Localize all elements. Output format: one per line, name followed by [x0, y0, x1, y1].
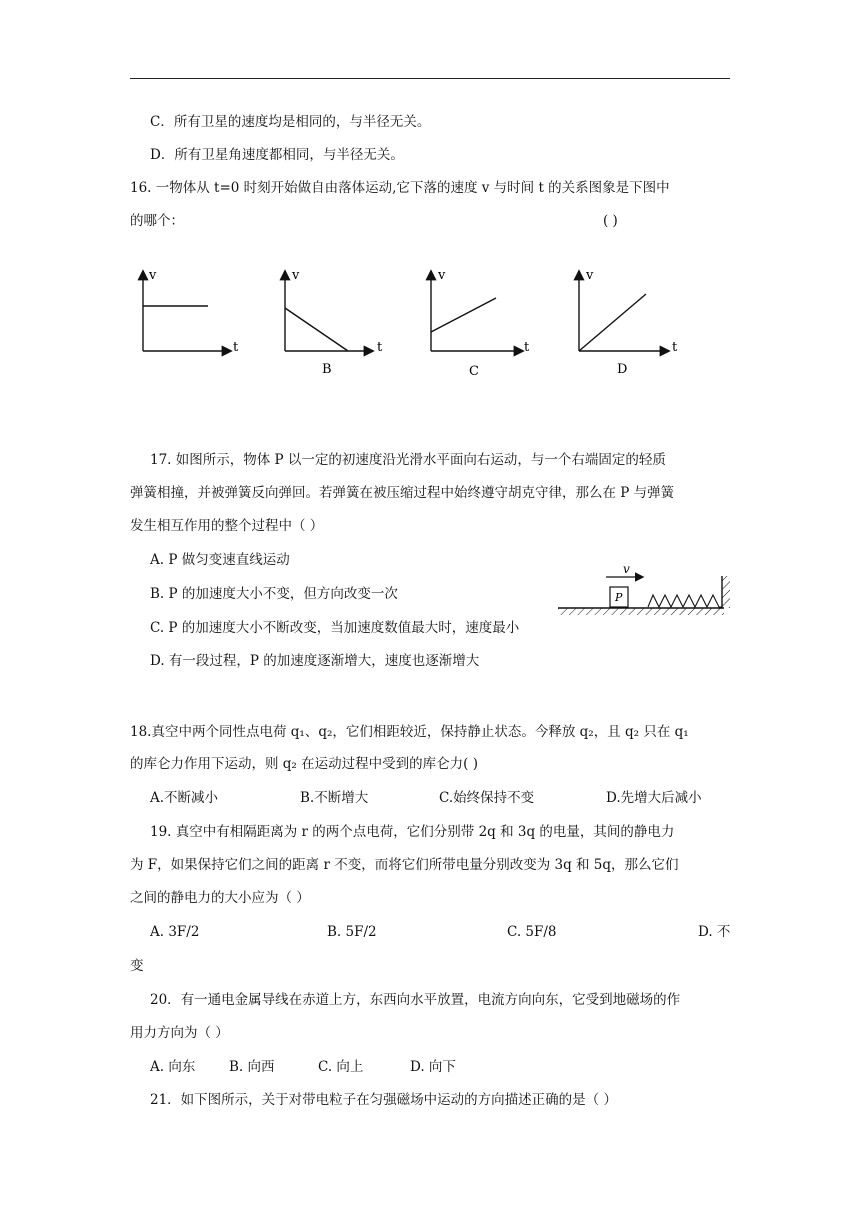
- q17-stem-line2: 弹簧相撞，并被弹簧反向弹回。若弹簧在被压缩过程中始终遵守胡克守律，那么在 P 与弹簧: [130, 485, 675, 501]
- q19-stem-line3: 之间的静电力的大小应为（ ）: [130, 890, 310, 906]
- q16-answer-paren: ( ): [603, 213, 618, 229]
- q17-spring-figure: [556, 560, 742, 626]
- q18-stem-line2: 的库仑力作用下运动，则 q₂ 在运动过程中受到的库仑力( ): [130, 756, 478, 772]
- q16-stem-line1: 16. 一物体从 t=0 时刻开始做自由落体运动,它下落的速度 v 与时间 t 的关系图象是下图中: [130, 180, 670, 196]
- graph-d-t-label: t: [672, 340, 678, 355]
- q19-option-b: B. 5F/2: [327, 924, 377, 940]
- graph-c-v-label: v: [438, 268, 446, 283]
- q16-graph-a: [143, 268, 239, 355]
- q16-graphs: [120, 262, 700, 386]
- q18-option-a: A.不断减小: [150, 790, 219, 806]
- q17-option-c: C. P 的加速度大小不断改变，当加速度数值最大时，速度最小: [150, 620, 520, 636]
- q17-stem-line3: 发生相互作用的整个过程中（ ）: [130, 518, 324, 534]
- q15-option-d: D．所有卫星角速度都相同，与半径无关。: [150, 147, 404, 163]
- floor-hatch: [558, 608, 724, 615]
- q17-option-d: D. 有一段过程，P 的加速度逐渐增大，速度也逐渐增大: [150, 653, 480, 669]
- graph-c-t-label: t: [524, 340, 530, 355]
- q18-option-b: B.不断增大: [300, 790, 369, 806]
- graph-b-caption: B: [322, 362, 332, 377]
- q16-graph-b: [285, 268, 383, 377]
- graph-a-t-label: t: [233, 340, 239, 355]
- q17-option-b: B. P 的加速度大小不变，但方向改变一次: [150, 586, 398, 602]
- q19-option-c: C. 5F/8: [507, 924, 557, 940]
- graph-b-v-label: v: [292, 268, 300, 283]
- q20-option-d: D. 向下: [410, 1059, 456, 1075]
- block-p-label: P: [615, 591, 623, 604]
- q20-stem-line2: 用力方向为（ ）: [130, 1025, 229, 1041]
- graph-c-caption: C: [469, 364, 479, 379]
- q20-option-b: B. 向西: [229, 1059, 275, 1075]
- q21-stem-line1: 21．如下图所示，关于对带电粒子在匀强磁场中运动的方向描述正确的是（ ）: [150, 1092, 617, 1108]
- q19-option-d: D. 不: [698, 924, 731, 940]
- q19-stem-line2: 为 F，如果保持它们之间的距离 r 不变，而将它们所带电量分别改变为 3q 和 5q，那么它们: [130, 857, 679, 873]
- spring: [648, 595, 722, 607]
- q20-option-c: C. 向上: [318, 1059, 364, 1075]
- q19-option-d-continued: 变: [130, 958, 144, 974]
- graph-d-v-label: v: [586, 268, 594, 283]
- q16-graph-d: [579, 268, 678, 377]
- graph-b-line: [285, 308, 348, 351]
- header-rule: [130, 78, 730, 79]
- graph-b-t-label: t: [377, 340, 383, 355]
- q18-option-d: D.先增大后减小: [606, 790, 702, 806]
- q16-stem-line2: 的哪个：: [130, 213, 184, 229]
- q15-option-c: C．所有卫星的速度均是相同的，与半径无关。: [150, 114, 431, 130]
- graph-c-line: [431, 298, 496, 332]
- q19-option-a: A. 3F/2: [150, 924, 200, 940]
- q16-graph-c: [431, 268, 530, 379]
- q17-option-a: A. P 做匀变速直线运动: [150, 552, 290, 568]
- wall-hatch: [722, 576, 730, 608]
- q17-stem-line1: 17. 如图所示，物体 P 以一定的初速度沿光滑水平面向右运动，与一个右端固定的轻质: [150, 452, 666, 468]
- q20-stem-line1: 20．有一通电金属导线在赤道上方，东西向水平放置，电流方向向东，它受到地磁场的作: [150, 992, 681, 1008]
- graph-d-line: [579, 294, 646, 351]
- q20-option-a: A. 向东: [150, 1059, 196, 1075]
- q18-option-c: C.始终保持不变: [439, 790, 535, 806]
- q19-stem-line1: 19. 真空中有相隔距离为 r 的两个点电荷，它们分别带 2q 和 3q 的电量，其间的静电力: [150, 824, 675, 840]
- graph-a-v-label: v: [149, 268, 157, 283]
- q18-stem-line1: 18.真空中两个同性点电荷 q₁、q₂，它们相距较近，保持静止状态。今释放 q₂，且 q₂ 只在 q₁: [130, 724, 689, 740]
- velocity-label: v: [623, 562, 630, 576]
- graph-d-caption: D: [617, 362, 628, 377]
